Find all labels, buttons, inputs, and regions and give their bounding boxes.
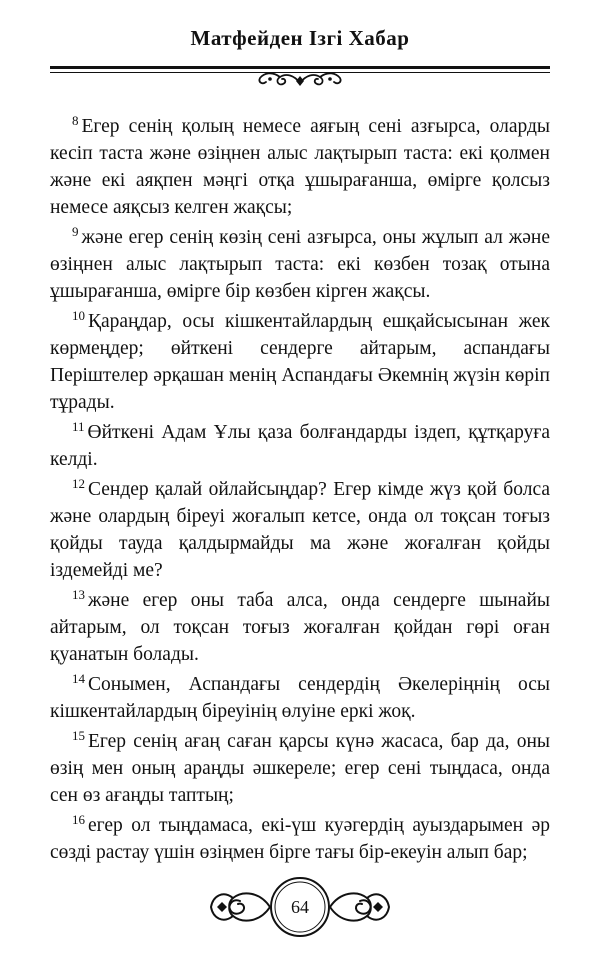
verse-text: Өйткені Адам Ұлы қаза болғандарды іздеп, құтқаруға келді.: [50, 422, 550, 470]
verse-10: [50, 308, 550, 416]
verse-list: [50, 113, 550, 869]
verse-number: 10: [72, 307, 85, 323]
verse-number: 11: [72, 418, 85, 434]
header-ornament-icon: [250, 67, 350, 91]
verse-number: 16: [72, 811, 85, 827]
verse-text: және егер оны таба алса, онда сендерге шынайы айтарым, ол тоқсан тоғыз жоғалған қойдан гөрі оған қуанатын болады.: [50, 590, 550, 665]
verse-text: Егер сенің ағаң саған қарсы күнә жасаса, бар да, оны өзің мен оның араңды әшкереле; егер сені тыңдаса, онда сен өз ағаңды таптың;: [50, 731, 550, 806]
verse-11: [50, 419, 550, 473]
verse-number: 14: [72, 670, 85, 686]
verse-number: 12: [72, 475, 85, 491]
verse-number: 13: [72, 586, 85, 602]
verse-16: [50, 812, 550, 866]
verse-text: Қараңдар, осы кішкентайлардың ешқайсысынан жек көрмеңдер; өйткені сендерге айтарым, аспандағы Періштелер әрқашан менің Аспандағы Әкемнің жүзін көріп тұрады.: [50, 311, 550, 413]
verse-14: [50, 671, 550, 725]
verse-text: Егер сенің қолың немесе аяғың сені азғырса, оларды кесіп таста және өзіңнен алыс лақтырып таста: екі қолмен және екі аяқпен мәңгі отқа ұшырағанша, өмірге қолсыз немесе аяқсыз келген жақсы;: [50, 116, 550, 218]
verse-number: 8: [72, 112, 79, 128]
verse-text: және егер сенің көзің сені азғырса, оны жұлып ал және өзіңнен алыс лақтырып таста: екі көзбен тозақ отына ұшырағанша, өмірге бір көзбен кірген жақсы.: [50, 227, 550, 302]
verse-number: 9: [72, 223, 79, 239]
verse-number: 15: [72, 727, 85, 743]
verse-15: [50, 728, 550, 809]
verse-text: егер ол тыңдамаса, екі-үш куәгердің ауыздарымен әр сөзді растау үшін өзіңмен бірге тағы бір-екеуін алып бар;: [50, 815, 550, 863]
page-header-title: Матфейден Ізгі Хабар: [190, 26, 410, 50]
verse-12: [50, 476, 550, 584]
verse-text: Сендер қалай ойлайсыңдар? Егер кімде жүз қой болса және олардың біреуі жоғалып кетсе, онда ол тоқсан тоғыз қойды тауда қалдырмайды ма және жоғалған қойды іздемейді ме?: [50, 479, 550, 581]
verse-9: [50, 224, 550, 305]
verse-text: Сонымен, Аспандағы сендердің Әкелеріңнің осы кішкентайлардың біреуінің өлуіне еркі жоқ.: [50, 674, 550, 722]
verse-13: [50, 587, 550, 668]
verse-8: [50, 113, 550, 221]
page-number: 64: [291, 897, 309, 917]
